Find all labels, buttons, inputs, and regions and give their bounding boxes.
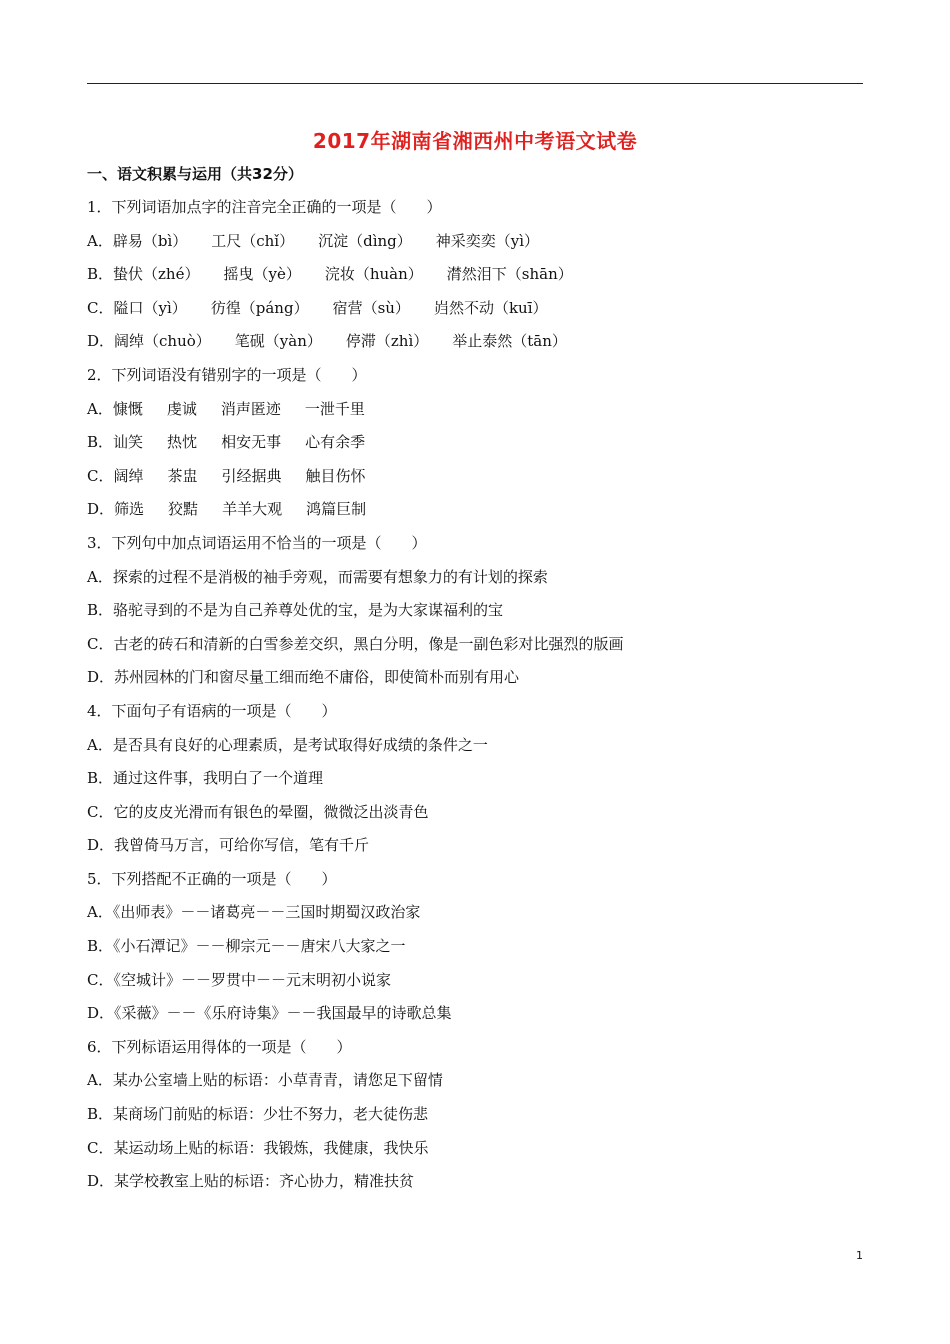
option-item: 我曾倚马万言，可给你写信，笔有千斤 (114, 836, 370, 855)
option-row (87, 497, 863, 531)
option-label: B． (87, 601, 114, 620)
option-item: 骆驼寻到的不是为自己养尊处优的宝，是为大家谋福利的宝 (113, 601, 504, 620)
option-item: 狡黠 (168, 500, 199, 519)
option-row (87, 833, 863, 867)
option-item: 举止泰然（tān） (452, 332, 567, 351)
option-item: 某办公室墙上贴的标语：小草青青，请您足下留情 (112, 1071, 443, 1090)
question-text: 2．下列词语没有错别字的一项是（ ） (87, 365, 367, 384)
option-label: C． (87, 298, 114, 317)
option-item: 某运动场上贴的标语：我锻炼，我健康，我快乐 (113, 1138, 429, 1157)
option-item: 消声匿迹 (220, 399, 281, 418)
option-label: B． (87, 937, 114, 956)
option-item: 《出师表》－－诸葛亮－－三国时期蜀汉政治家 (112, 903, 421, 922)
option-item: 神采奕奕（yì） (435, 231, 540, 250)
option-label: D． (87, 1172, 115, 1191)
question-text: 4．下面句子有语病的一项是（ ） (87, 701, 337, 720)
question-list (87, 195, 863, 1203)
option-item: 宿营（sù） (332, 298, 410, 317)
option-item: 它的皮皮光滑而有银色的晕圈，微微泛出淡青色 (113, 802, 429, 821)
question-stem (87, 531, 863, 565)
option-row (87, 1068, 863, 1102)
option-label: B． (87, 265, 114, 284)
option-label: D． (87, 836, 115, 855)
page-title: 2017年湖南省湘西州中考语文试卷 (312, 129, 638, 153)
option-item: 讪笑 (113, 433, 144, 452)
option-item: 彷徨（páng） (210, 298, 309, 317)
option-item: 蛰伏（zhé） (113, 265, 200, 284)
question-text: 3．下列句中加点词语运用不恰当的一项是（ ） (87, 533, 427, 552)
option-item: 羊羊大观 (222, 500, 283, 519)
option-item: 筛选 (114, 500, 145, 519)
option-item: 浣妆（huàn） (324, 265, 423, 284)
option-row (87, 766, 863, 800)
option-label: A． (87, 399, 113, 418)
option-item: 探索的过程不是消极的袖手旁观，而需要有想象力的有计划的探索 (112, 567, 548, 586)
option-row (87, 329, 863, 363)
option-row (87, 296, 863, 330)
option-item: 阔绰 (113, 466, 144, 485)
option-item: 虔诚 (166, 399, 197, 418)
option-row (87, 464, 863, 498)
option-row (87, 800, 863, 834)
option-item: 苏州园林的门和窗尽量工细而绝不庸俗，即使简朴而别有用心 (114, 668, 520, 687)
option-item: 热忱 (167, 433, 198, 452)
option-label: D． (87, 1004, 115, 1023)
option-row (87, 900, 863, 934)
option-item: 心有余季 (305, 433, 366, 452)
option-row (87, 1169, 863, 1203)
option-item: 工尺（chǐ） (211, 231, 295, 250)
option-item: 引经据典 (221, 466, 282, 485)
option-item: 是否具有良好的心理素质，是考试取得好成绩的条件之一 (112, 735, 488, 754)
option-row (87, 934, 863, 968)
option-row (87, 733, 863, 767)
option-label: C． (87, 466, 114, 485)
option-item: 古老的砖石和清新的白雪参差交织，黑白分明，像是一副色彩对比强烈的版画 (113, 634, 624, 653)
question-text: 5．下列搭配不正确的一项是（ ） (87, 869, 337, 888)
option-row (87, 565, 863, 599)
option-item: 隘口（yì） (113, 298, 187, 317)
option-row (87, 262, 863, 296)
option-label: B． (87, 769, 114, 788)
option-item: 通过这件事，我明白了一个道理 (113, 769, 324, 788)
option-item: 鸿篇巨制 (306, 500, 367, 519)
option-item: 《小石潭记》－－柳宗元－－唐宋八大家之一 (113, 937, 406, 956)
option-item: 触目伤怀 (305, 466, 366, 485)
option-label: C． (87, 634, 114, 653)
option-item: 摇曳（yè） (223, 265, 301, 284)
option-label: C． (87, 1138, 114, 1157)
option-item: 某学校教室上贴的标语：齐心协力，精准扶贫 (114, 1172, 415, 1191)
option-row (87, 598, 863, 632)
question-stem (87, 867, 863, 901)
question-stem (87, 1035, 863, 1069)
question-text: 6．下列标语运用得体的一项是（ ） (87, 1037, 352, 1056)
option-item: 潸然泪下（shān） (446, 265, 573, 284)
option-label: B． (87, 433, 114, 452)
question-stem (87, 699, 863, 733)
question-stem (87, 195, 863, 229)
option-label: D． (87, 668, 115, 687)
option-label: A． (87, 1071, 113, 1090)
option-item: 辟易（bì） (112, 231, 188, 250)
option-label: D． (87, 332, 115, 351)
option-row (87, 968, 863, 1002)
option-item: 沉淀（dìng） (318, 231, 412, 250)
option-item: 慷慨 (112, 399, 143, 418)
option-row (87, 229, 863, 263)
option-label: B． (87, 1105, 114, 1124)
option-item: 茶盅 (167, 466, 198, 485)
section-heading: 一、语文积累与运用（共32分） (87, 165, 303, 183)
option-row (87, 632, 863, 666)
option-item: 相安无事 (221, 433, 282, 452)
option-row (87, 397, 863, 431)
option-label: A． (87, 231, 113, 250)
option-label: C． (87, 802, 114, 821)
header-rule (87, 83, 863, 84)
option-item: 某商场门前贴的标语：少壮不努力，老大徒伤悲 (113, 1105, 429, 1124)
option-row (87, 1136, 863, 1170)
option-item: 一泄千里 (304, 399, 365, 418)
option-item: 停滞（zhì） (345, 332, 429, 351)
option-label: A． (87, 567, 113, 586)
option-label: A． (87, 735, 113, 754)
option-item: 笔砚（yàn） (234, 332, 322, 351)
option-item: 阔绰（chuò） (114, 332, 211, 351)
option-label: C． (87, 970, 114, 989)
option-row (87, 665, 863, 699)
option-label: D． (87, 500, 115, 519)
option-item: 《空城计》－－罗贯中－－元末明初小说家 (113, 970, 391, 989)
option-row (87, 1001, 863, 1035)
option-row (87, 1102, 863, 1136)
page-number: 1 (856, 1249, 863, 1262)
option-item: 岿然不动（kuī） (433, 298, 548, 317)
question-text: 1．下列词语加点字的注音完全正确的一项是（ ） (87, 198, 442, 216)
option-row (87, 430, 863, 464)
option-item: 《采薇》－－《乐府诗集》－－我国最早的诗歌总集 (114, 1004, 452, 1023)
question-stem (87, 363, 863, 397)
option-label: A． (87, 903, 113, 922)
